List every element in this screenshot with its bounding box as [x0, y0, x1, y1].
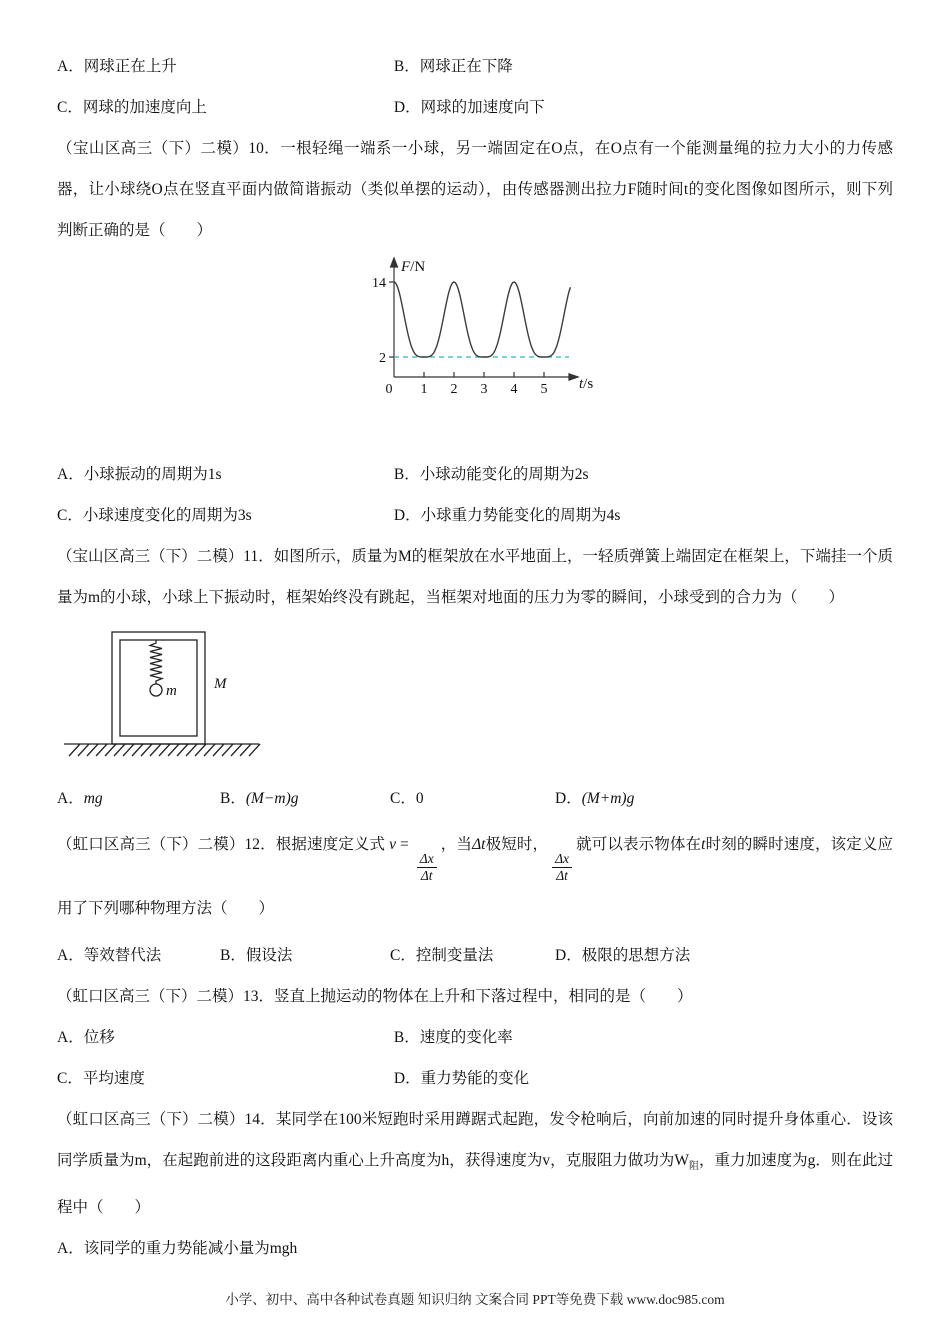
q9-option-b: B．网球正在下降 — [393, 58, 513, 75]
q10-option-b: B．小球动能变化的周期为2s — [393, 466, 589, 483]
x-tick-1: 1 — [420, 382, 428, 397]
q12-option-a: A．等效替代法 — [57, 947, 162, 965]
q13-options-row1 — [57, 1017, 893, 1058]
q12-stem: （虹口区高三（下）二模）12．根据速度定义式 v = $\frac{\Delta x}{\Delta t}$ ，当Δt极短时， $\frac{\Delta x}{\Delta t}$ 就可以表示物体在t时刻的瞬时速度，该定义应用了下列哪种物理方法（ ） — [57, 836, 893, 918]
q13-options-row2 — [57, 1058, 893, 1099]
y-tick-14: 14 — [372, 276, 386, 291]
q13-option-c: C．平均速度 — [57, 1070, 145, 1088]
q11-figure — [59, 624, 893, 774]
y-axis-label: F/N — [401, 259, 426, 275]
x-tick-0: 0 — [385, 382, 393, 397]
q11-option-a: A．mg — [57, 790, 103, 807]
q9-option-a: A．网球正在上升 — [57, 58, 177, 75]
q11-option-c: C．0 — [390, 790, 424, 807]
q11-options — [57, 778, 893, 819]
q12-option-d: D．极限的思想方法 — [555, 947, 691, 965]
q14-option-a: A．该同学的重力势能减小量为mgh — [57, 1240, 298, 1258]
ground-hatching — [69, 744, 260, 756]
fraction-dx-dt-2: $\frac{\Delta x}{\Delta t}$ — [552, 851, 572, 883]
q12-options — [57, 935, 893, 976]
q10-options-row1 — [57, 454, 893, 495]
page-footer: 小学、初中、高中各种试卷真题 知识归纳 文案合同 PPT等免费下载 www.doc985.com — [225, 1292, 725, 1307]
q12-option-b: B．假设法 — [220, 947, 293, 965]
q13-option-d: D．重力势能的变化 — [393, 1070, 530, 1088]
x-axis-label: t/s — [579, 376, 594, 392]
x-tick-4: 4 — [510, 382, 518, 397]
q9-option-c: C．网球的加速度向上 — [57, 99, 207, 116]
q11-stem: （宝山区高三（下）二模）11．如图所示，质量为M的框架放在水平地面上，一轻质弹簧上端固定在框架上，下端挂一个质量为m的小球，小球上下振动时，框架始终没有跳起，当框架对地面的压力为零的瞬间，小球受到的合力为（ ） — [57, 548, 893, 606]
q13-option-b: B．速度的变化率 — [393, 1029, 513, 1047]
q13-option-a: A．位移 — [57, 1029, 115, 1047]
q14-stem: （虹口区高三（下）二模）14．某同学在100米短跑时采用蹲踞式起跑，发令枪响后，向前加速的同时提升身体重心．设该同学质量为m，在起跑前进的这段距离内重心上升高度为h，获得速度为v，克服阻力做功为$W_阻$，重力加速度为g．则在此过程中（ ） — [57, 1111, 893, 1217]
spring — [150, 640, 162, 684]
w-resistance-subscript: 阻 — [688, 1161, 700, 1173]
q9-options-row2 — [57, 87, 893, 128]
q12-option-c: C．控制变量法 — [390, 947, 494, 965]
frame-spring-figure — [59, 624, 309, 769]
frame-inner — [120, 640, 197, 736]
force-time-graph — [357, 255, 597, 423]
q10-stem: （宝山区高三（下）二模）10．一根轻绳一端系一小球，另一端固定在O点，在O点有一个能测量绳的拉力大小的力传感器，让小球绕O点在竖直平面内做简谐振动（类似单摆的运动），由传感器测出拉力F随时间t的变化图像如图所示，则下列判断正确的是（ ） — [57, 140, 893, 239]
y-tick-2: 2 — [379, 351, 386, 366]
q10-option-a: A．小球振动的周期为1s — [57, 466, 222, 483]
q10-graph-figure — [357, 255, 893, 428]
x-axis-arrow — [569, 374, 578, 380]
x-tick-5: 5 — [540, 382, 548, 397]
ball — [150, 684, 162, 696]
q9-options-row1 — [57, 46, 893, 87]
q10-options-row2 — [57, 495, 893, 536]
q11-option-d: D．(M+m)g — [555, 790, 635, 807]
q11-option-b: B．(M−m)g — [220, 790, 299, 807]
q10-option-d: D．小球重力势能变化的周期为4s — [393, 507, 621, 524]
ball-mass-label: m — [166, 683, 177, 699]
force-curve — [394, 282, 570, 357]
x-tick-2: 2 — [450, 382, 458, 397]
y-axis-arrow — [391, 258, 398, 267]
x-tick-3: 3 — [480, 382, 488, 397]
frame-mass-label: M — [214, 676, 227, 692]
q13-stem: （虹口区高三（下）二模）13．竖直上抛运动的物体在上升和下落过程中，相同的是（ ） — [57, 988, 693, 1006]
fraction-dx-dt: $\frac{\Delta x}{\Delta t}$ — [417, 851, 437, 883]
q9-option-d: D．网球的加速度向下 — [393, 99, 545, 116]
q10-option-c: C．小球速度变化的周期为3s — [57, 507, 252, 524]
